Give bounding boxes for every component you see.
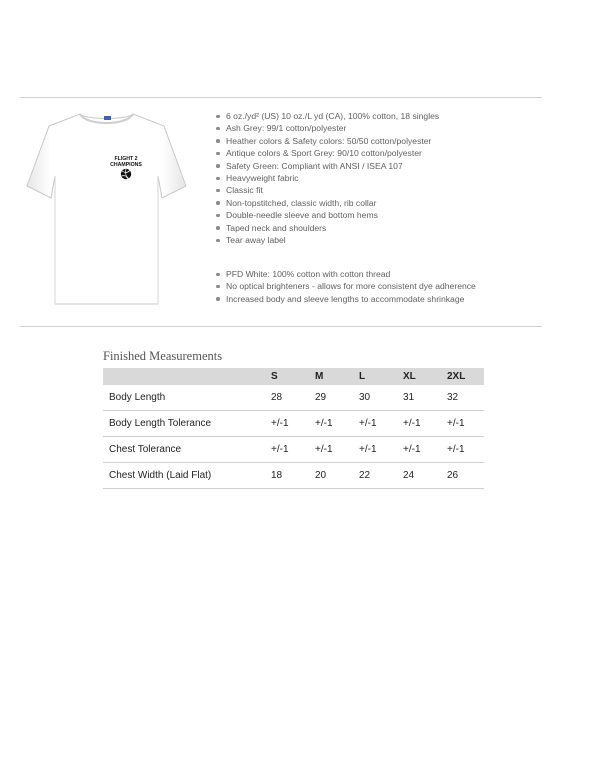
feature-item: Classic fit	[216, 184, 546, 196]
cell: 29	[315, 385, 359, 411]
feature-item: Tear away label	[216, 234, 546, 246]
product-image	[24, 106, 189, 311]
measurements-title: Finished Measurements	[103, 349, 223, 363]
header-cell-m: M	[315, 371, 324, 382]
feature-item: Non-topstitched, classic width, rib collar	[216, 197, 546, 209]
cell: +/-1	[447, 411, 484, 437]
cell: 32	[447, 385, 484, 411]
feature-item: Double-needle sleeve and bottom hems	[216, 209, 546, 221]
feature-item: Ash Grey: 99/1 cotton/polyester	[216, 122, 546, 134]
header-cell-l: L	[359, 371, 366, 382]
row-label: Body Length Tolerance	[103, 411, 271, 437]
table-row	[103, 411, 484, 437]
measurements-table	[103, 368, 484, 489]
cell: 20	[315, 463, 359, 489]
row-label: Body Length	[103, 385, 271, 411]
header-cell-label	[103, 368, 271, 385]
cell: +/-1	[403, 411, 447, 437]
feature-item: Taped neck and shoulders	[216, 222, 546, 234]
cell: +/-1	[447, 437, 484, 463]
tag-icon	[104, 116, 111, 120]
feature-list	[216, 110, 546, 246]
feature-item: Heather colors & Safety colors: 50/50 cotton/polyester	[216, 135, 546, 147]
row-label: Chest Tolerance	[103, 437, 271, 463]
feature-item: 6 oz./yd² (US) 10 oz./L yd (CA), 100% cotton, 18 singles	[216, 110, 546, 122]
header-cell-s: S	[271, 371, 278, 382]
volleyball-icon	[121, 169, 131, 179]
cell: +/-1	[315, 437, 359, 463]
header-cell-xl: XL	[403, 371, 416, 382]
table-row	[103, 437, 484, 463]
feature-item: Increased body and sleeve lengths to accommodate shrinkage	[216, 293, 546, 305]
row-label: Chest Width (Laid Flat)	[103, 463, 271, 489]
table-header-row	[103, 368, 484, 385]
cell: +/-1	[271, 437, 315, 463]
feature-item: Antique colors & Sport Grey: 90/10 cotton/polyester	[216, 147, 546, 159]
feature-item: Heavyweight fabric	[216, 172, 546, 184]
feature-item: PFD White: 100% cotton with cotton thread	[216, 268, 546, 280]
cell: +/-1	[271, 411, 315, 437]
middle-divider	[20, 326, 542, 327]
cell: 22	[359, 463, 403, 489]
cell: +/-1	[359, 437, 403, 463]
cell: 30	[359, 385, 403, 411]
cell: 26	[447, 463, 484, 489]
cell: 31	[403, 385, 447, 411]
feature-list-secondary	[216, 268, 546, 305]
print-line-2: CHAMPIONS	[110, 162, 142, 168]
header-cell-2xl: 2XL	[447, 371, 466, 382]
cell: 28	[271, 385, 315, 411]
feature-item: No optical brighteners - allows for more consistent dye adherence	[216, 280, 546, 292]
cell: 24	[403, 463, 447, 489]
print-line-1: FLIGHT 2	[114, 156, 138, 162]
cell: +/-1	[315, 411, 359, 437]
cell: +/-1	[403, 437, 447, 463]
table-row	[103, 385, 484, 411]
top-divider	[20, 97, 542, 98]
table-row	[103, 463, 484, 489]
cell: +/-1	[359, 411, 403, 437]
tshirt-illustration	[24, 106, 189, 311]
cell: 18	[271, 463, 315, 489]
feature-item: Safety Green: Compliant with ANSI / ISEA 107	[216, 160, 546, 172]
